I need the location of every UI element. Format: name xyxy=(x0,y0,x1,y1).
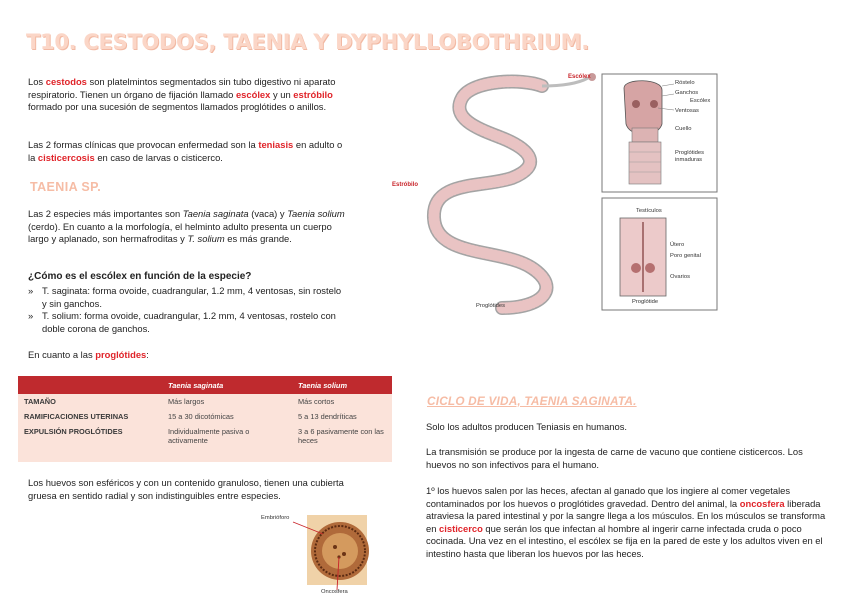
sucker xyxy=(650,100,658,108)
text: (vaca) y xyxy=(248,208,288,219)
table-cell: 15 a 30 dicotómicas xyxy=(162,409,292,424)
term-cestodos: cestodos xyxy=(45,76,87,87)
text: : xyxy=(146,349,149,360)
text: Los xyxy=(28,76,46,87)
intro-paragraph-1 xyxy=(28,76,346,114)
text: 1º los huevos salen por las heces, afectan al ganado que los ingiere al comer vegetales contaminados por los huevos o proglótides gravedad. Dentro del animal, la xyxy=(426,485,791,509)
escolex-bullet-list xyxy=(28,285,346,335)
term-teniasis: teniasis xyxy=(258,139,294,150)
section-heading-taenia: TAENIA SP. xyxy=(30,180,102,194)
label-proglotides: Proglótides xyxy=(476,303,506,309)
proglotides-table xyxy=(18,376,392,462)
proglotides-intro xyxy=(28,349,149,362)
intro-paragraph-2 xyxy=(28,139,346,164)
immature-proglottids xyxy=(629,142,661,184)
table-header-empty xyxy=(18,376,162,394)
table-header-saginata: Taenia saginata xyxy=(162,376,292,394)
table-row xyxy=(18,394,392,409)
text: y un xyxy=(270,88,294,100)
tapeworm-figure xyxy=(392,68,722,318)
tapeworm-illustration xyxy=(392,68,722,318)
table-cell: Más cortos xyxy=(292,394,392,409)
text: formado por una sucesión de segmentos llamados proglótides o anillos. xyxy=(28,101,327,113)
table-cell: 3 a 6 pasivamente con las heces xyxy=(292,424,392,462)
text: liberada atraviesa la pared intestinal y por la sangre llega a los músculos. En los músculos se transforma en xyxy=(426,497,826,534)
label-escolex: Escólex xyxy=(568,74,591,80)
egg-granule xyxy=(333,545,337,549)
label-poro-genital: Poro genital xyxy=(670,253,701,259)
taenia-paragraph xyxy=(28,208,346,246)
sucker xyxy=(632,100,640,108)
species-t-solium: T. solium xyxy=(187,233,225,245)
cycle-paragraph-1: Solo los adultos producen Teniasis en humanos. xyxy=(426,421,627,432)
table-row xyxy=(18,424,392,462)
term-oncosfera: oncosfera xyxy=(739,497,785,509)
text: es más grande. xyxy=(224,233,292,245)
bullet-saginata: » T. saginata: forma ovoide, cuadrangular, 1.2 mm, 4 ventosas, sin rostelo y sin ganchos. xyxy=(28,285,346,310)
label-estrobilo: Estróbilo xyxy=(392,182,419,188)
table-cell: Más largos xyxy=(162,394,292,409)
text: Las 2 especies más importantes son xyxy=(28,208,183,219)
term-escolex: escólex xyxy=(235,88,271,100)
page-title: T10. CESTODOS, TAENIA Y DYPHYLLOBOTHRIUM. xyxy=(26,30,589,54)
text: que serán los que infectan al hombre al ingerir carne infectada cruda o poco cocinada. Una vez en el intestino, el escólex se fija en la pared de este y los adultos viven en el intestino hasta que liberan los huevos por las heces. xyxy=(426,522,823,559)
table-cell: 5 a 13 dendríticas xyxy=(292,409,392,424)
section-heading-ciclo: CICLO DE VIDA, TAENIA SAGINATA. xyxy=(427,394,637,408)
term-cisticerco: cisticerco xyxy=(439,522,483,534)
table-header-solium: Taenia solium xyxy=(292,376,392,394)
label-utero: Útero xyxy=(670,242,685,248)
table-cell: Individualmente pasiva o activamente xyxy=(162,424,292,462)
species-saginata: Taenia saginata xyxy=(182,208,249,219)
label-embrioforo: Embrióforo xyxy=(261,515,290,521)
text: son platelmintos segmentados sin tubo digestivo ni aparato respiratorio. Tienen un órgano de fijación llamado xyxy=(28,76,336,100)
label-ventosas: Ventosas xyxy=(675,108,699,114)
text: en caso de larvas o cisticerco. xyxy=(94,151,223,163)
egg-oncosphere xyxy=(322,533,358,569)
term-cisticercosis: cisticercosis xyxy=(37,151,95,163)
label-testiculos: Testículos xyxy=(636,208,662,214)
label-proglotide: Proglótide xyxy=(632,299,659,305)
table-cell: EXPULSIÓN PROGLÓTIDES xyxy=(18,424,162,462)
label-ganchos: Ganchos xyxy=(675,90,699,96)
table-cell: RAMIFICACIONES UTERINAS xyxy=(18,409,162,424)
neck-inset xyxy=(632,128,658,142)
label-cuello: Cuello xyxy=(675,126,692,132)
egg-illustration xyxy=(255,512,385,599)
label-oncosfera: Oncosfera xyxy=(321,589,348,595)
term-proglotides: proglótides xyxy=(95,349,147,360)
text: En cuanto a las xyxy=(28,349,96,360)
label-ovarios: Ovarios xyxy=(670,274,690,280)
text: (cerdo). En cuanto a la morfología, el helminto adulto presenta un cuerpo largo y aplanado, son hermafroditas y xyxy=(28,220,332,245)
bullet-solium: » T. solium: forma ovoide, cuadrangular, 1.2 mm, 4 ventosas, rostelo con doble corona de ganchos. xyxy=(28,310,346,335)
table-row xyxy=(18,409,392,424)
species-solium: Taenia solium xyxy=(287,208,345,219)
term-estrobilo: estróbilo xyxy=(293,88,333,100)
cycle-paragraph-2: La transmisión se produce por la ingesta de carne de vacuno que contiene cisticercos. Los huevos no son infectivos para el humano. xyxy=(426,446,803,470)
scolex-head xyxy=(624,81,662,135)
text: Las 2 formas clínicas que provocan enfermedad son la xyxy=(28,139,259,150)
label-proglotides-inmaduras: Proglótides inmaduras xyxy=(675,150,705,163)
text: en adulto o la xyxy=(28,139,343,163)
ovary xyxy=(631,263,641,273)
egg-figure xyxy=(255,512,385,599)
label-escolex-inset: Escólex xyxy=(690,98,711,104)
table-header-row xyxy=(18,376,392,394)
ovary xyxy=(645,263,655,273)
escolex-question: ¿Cómo es el escólex en función de la especie? xyxy=(28,271,252,282)
label-rostelo: Róstelo xyxy=(675,80,695,86)
eggs-paragraph: Los huevos son esféricos y con un contenido granuloso, tienen una cubierta gruesa en sentido radial y son indistinguibles entre especies. xyxy=(28,477,344,501)
cycle-paragraph-3 xyxy=(426,485,830,561)
egg-granule xyxy=(342,552,346,556)
table-cell: TAMAÑO xyxy=(18,394,162,409)
